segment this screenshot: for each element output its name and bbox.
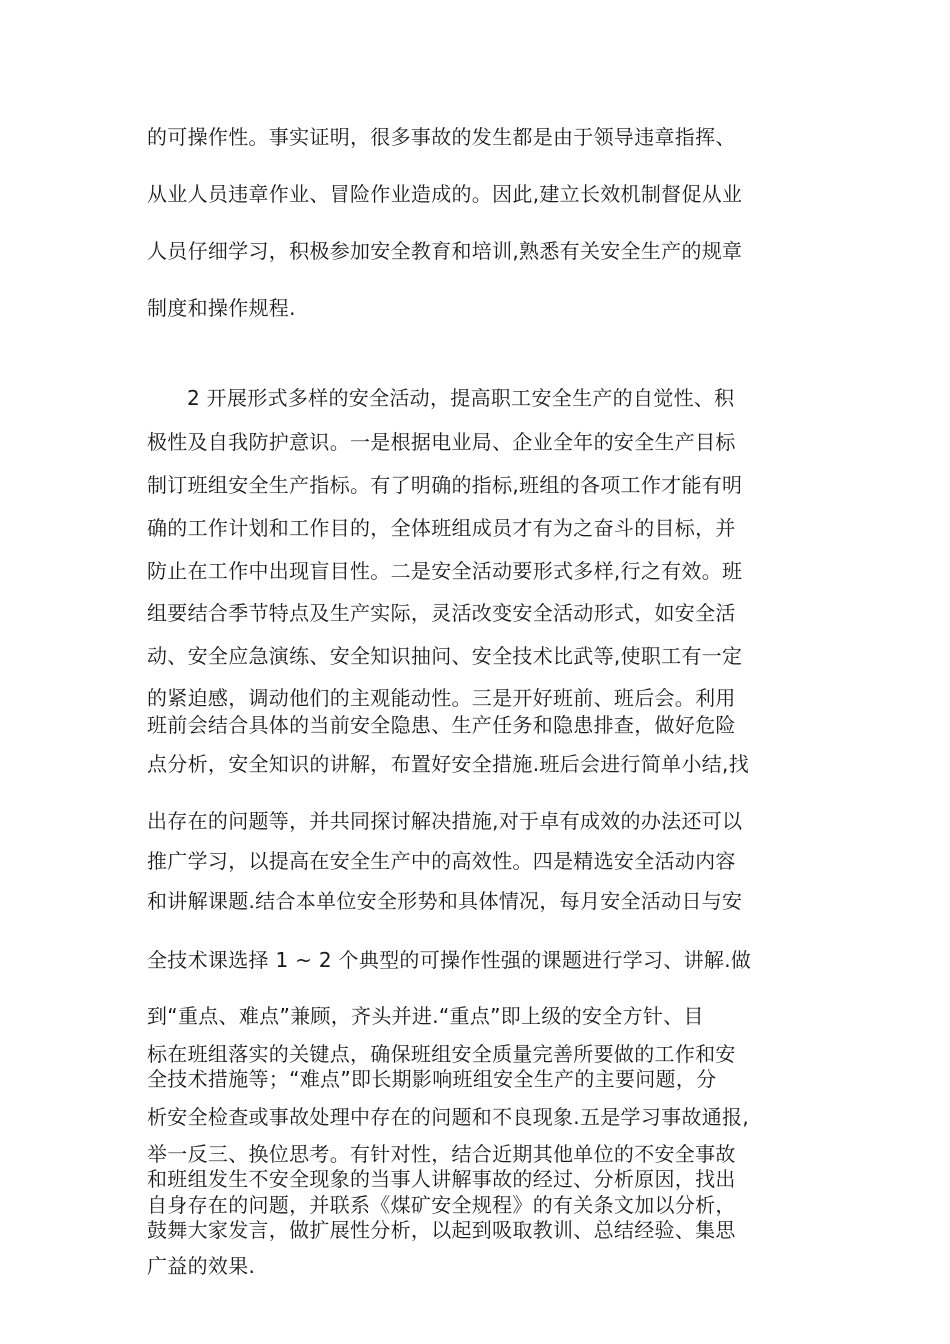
text-line: 到“重点、难点”兼顾，齐头并进.“重点”即上级的安全方针、目	[147, 1004, 704, 1028]
text-line: 推广学习，以提高在安全生产中的高效性。四是精选安全活动内容	[147, 849, 736, 873]
text-line: 举一反三、换位思考。有针对性，结合近期其他单位的不安全事故	[147, 1142, 736, 1166]
text-line: 制度和操作规程.	[147, 296, 296, 320]
text-line: 出存在的问题等，并共同探讨解决措施,对于卓有成效的办法还可以	[147, 809, 743, 833]
text-line: 动、安全应急演练、安全知识抽问、安全技术比武等,使职工有一定	[147, 644, 743, 668]
text-line: 2 开展形式多样的安全活动，提高职工安全生产的自觉性、积	[187, 386, 735, 410]
text-line: 广益的效果.	[147, 1254, 256, 1278]
text-line: 全技术措施等；“难点”即长期影响班组安全生产的主要问题，分	[147, 1067, 717, 1091]
text-line: 确的工作计划和工作目的，全体班组成员才有为之奋斗的目标，并	[147, 516, 736, 540]
text-line: 人员仔细学习，积极参加安全教育和培训,熟悉有关安全生产的规章	[147, 239, 743, 263]
text-line: 组要结合季节特点及生产实际，灵活改变安全活动形式，如安全活	[147, 601, 736, 625]
text-line: 标在班组落实的关键点，确保班组安全质量完善所要做的工作和安	[147, 1042, 736, 1066]
text-line: 和讲解课题.结合本单位安全形势和具体情况，每月安全活动日与安	[147, 889, 743, 913]
text-line: 极性及自我防护意识。一是根据电业局、企业全年的安全生产目标	[147, 430, 736, 454]
text-line: 制订班组安全生产指标。有了明确的指标,班组的各项工作才能有明	[147, 473, 743, 497]
text-line: 点分析，安全知识的讲解，布置好安全措施.班后会进行简单小结,找	[147, 752, 750, 776]
text-line: 全技术课选择 1 ~ 2 个典型的可操作性强的课题进行学习、讲解.做	[147, 948, 752, 972]
text-line: 防止在工作中出现盲目性。二是安全活动要形式多样,行之有效。班	[147, 559, 743, 583]
text-line: 的可操作性。事实证明，很多事故的发生都是由于领导违章指挥、	[147, 125, 736, 149]
text-line: 从业人员违章作业、冒险作业造成的。因此,建立长效机制督促从业	[147, 182, 743, 206]
text-line: 和班组发生不安全现象的当事人讲解事故的经过、分析原因，找出	[147, 1167, 736, 1191]
text-line: 自身存在的问题，并联系《煤矿安全规程》的有关条文加以分析，	[147, 1193, 736, 1217]
text-line: 班前会结合具体的当前安全隐患、生产任务和隐患排查，做好危险	[147, 713, 736, 737]
text-line: 的紧迫感，调动他们的主观能动性。三是开好班前、班后会。利用	[147, 686, 736, 710]
text-line: 鼓舞大家发言，做扩展性分析，以起到吸取教训、总结经验、集思	[147, 1218, 736, 1242]
text-line: 析安全检查或事故处理中存在的问题和不良现象.五是学习事故通报,	[147, 1105, 750, 1129]
